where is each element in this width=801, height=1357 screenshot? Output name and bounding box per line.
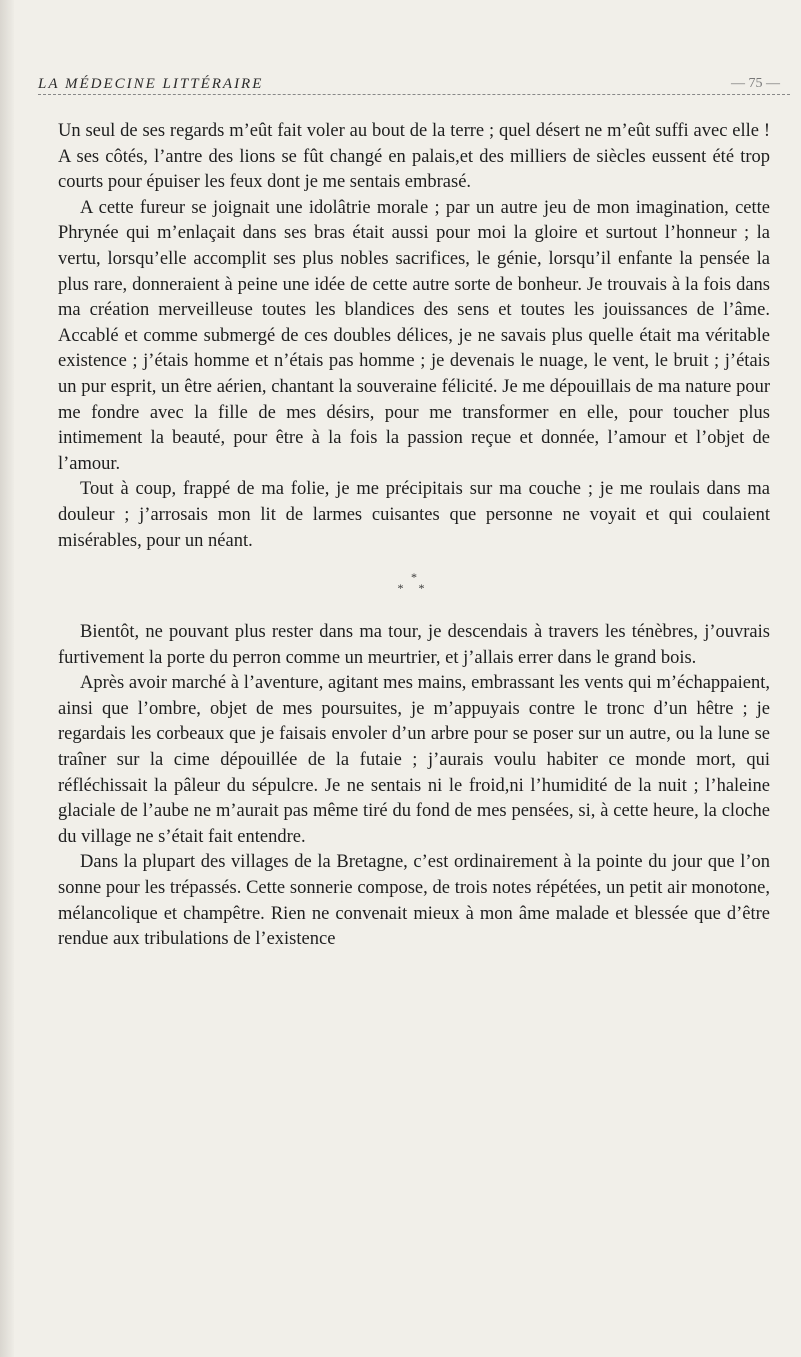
paragraph: Après avoir marché à l’aventure, agitant mes mains, embrassant les vents qui m’échappaient, ainsi que l’ombre, objet de mes poursuites, je m’appuyais contre le tronc d’un hêtre ; je regardais les corbeaux que je faisais envoler d’un arbre pour se poser sur un autre, ou la lune se traîner sur la cime dépouillée de la futaie ; j’aurais voulu habiter ce monde mort, qui réfléchissait la pâleur du sépulcre. Je ne sentais ni le froid,ni l’humidité de la nuit ; l’haleine glaciale de l’aube ne m’aurait pas même tiré du fond de mes pensées, si, à cette heure, la cloche du village ne s’était fait entendre.	[58, 673, 770, 847]
asterism-bottom: * *	[397, 581, 431, 596]
paragraph: Bientôt, ne pouvant plus rester dans ma tour, je descendais à travers les ténèbres, j’ouvrais furtivement la porte du perron comme un meurtrier, et j’allais errer dans le grand bois.	[58, 622, 770, 668]
page-gutter-shadow	[0, 0, 14, 1357]
paragraph: A cette fureur se joignait une idolâtrie morale ; par un autre jeu de mon imagination, cette Phrynée qui m’enlaçait dans ses bras était aussi pour moi la gloire et surtout l’honneur ; la vertu, lorsqu’elle accomplit ses plus nobles sacrifices, le génie, lorsqu’il enfante la pensée la plus rare, donneraient à peine une idée de cette autre sorte de bonheur. Je trouvais à la fois dans ma création merveilleuse toutes les blandices des sens et toutes les jouissances de l’âme. Accablé et comme submergé de ces doubles délices, je ne savais plus quelle était ma véritable existence ; j’étais homme et n’étais pas homme ; je devenais le nuage, le vent, le bruit ; j’étais un pur esprit, un être aérien, chantant la souveraine félicité. Je me dépouillais de ma nature pour me fondre avec la fille de mes désirs, pour me transformer en elle, pour toucher plus intimement la beauté, pour être à la fois la passion reçue et donnée, l’amour et l’objet de l’amour.	[58, 197, 770, 474]
page-number: — 75 —	[731, 76, 780, 91]
asterism-top: *	[411, 570, 417, 585]
paragraph: Un seul de ses regards m’eût fait voler au bout de la terre ; quel désert ne m’eût suffi avec elle ! A ses côtés, l’antre des lions se fût changé en palais,et des milliers de siècles eussent été trop courts pour épuiser les feux dont je me sentais embrasé.	[58, 121, 770, 193]
running-head: LA MÉDECINE LITTÉRAIRE	[38, 76, 264, 92]
header-rule	[38, 94, 790, 95]
body-text	[58, 119, 770, 953]
section-break	[58, 572, 770, 594]
paragraph: Tout à coup, frappé de ma folie, je me précipitais sur ma couche ; je me roulais dans ma douleur ; j’arrosais mon lit de larmes cuisantes que personne ne voyait et qui coulaient misérables, pour un néant.	[58, 479, 770, 551]
paragraph: Dans la plupart des villages de la Bretagne, c’est ordinairement à la pointe du jour que l’on sonne pour les trépassés. Cette sonnerie compose, de trois notes répétées, un petit air monotone, mélancolique et champêtre. Rien ne convenait mieux à mon âme malade et blessée que d’être rendue aux tribulations de l’existence	[58, 852, 770, 950]
page-header	[38, 76, 790, 96]
